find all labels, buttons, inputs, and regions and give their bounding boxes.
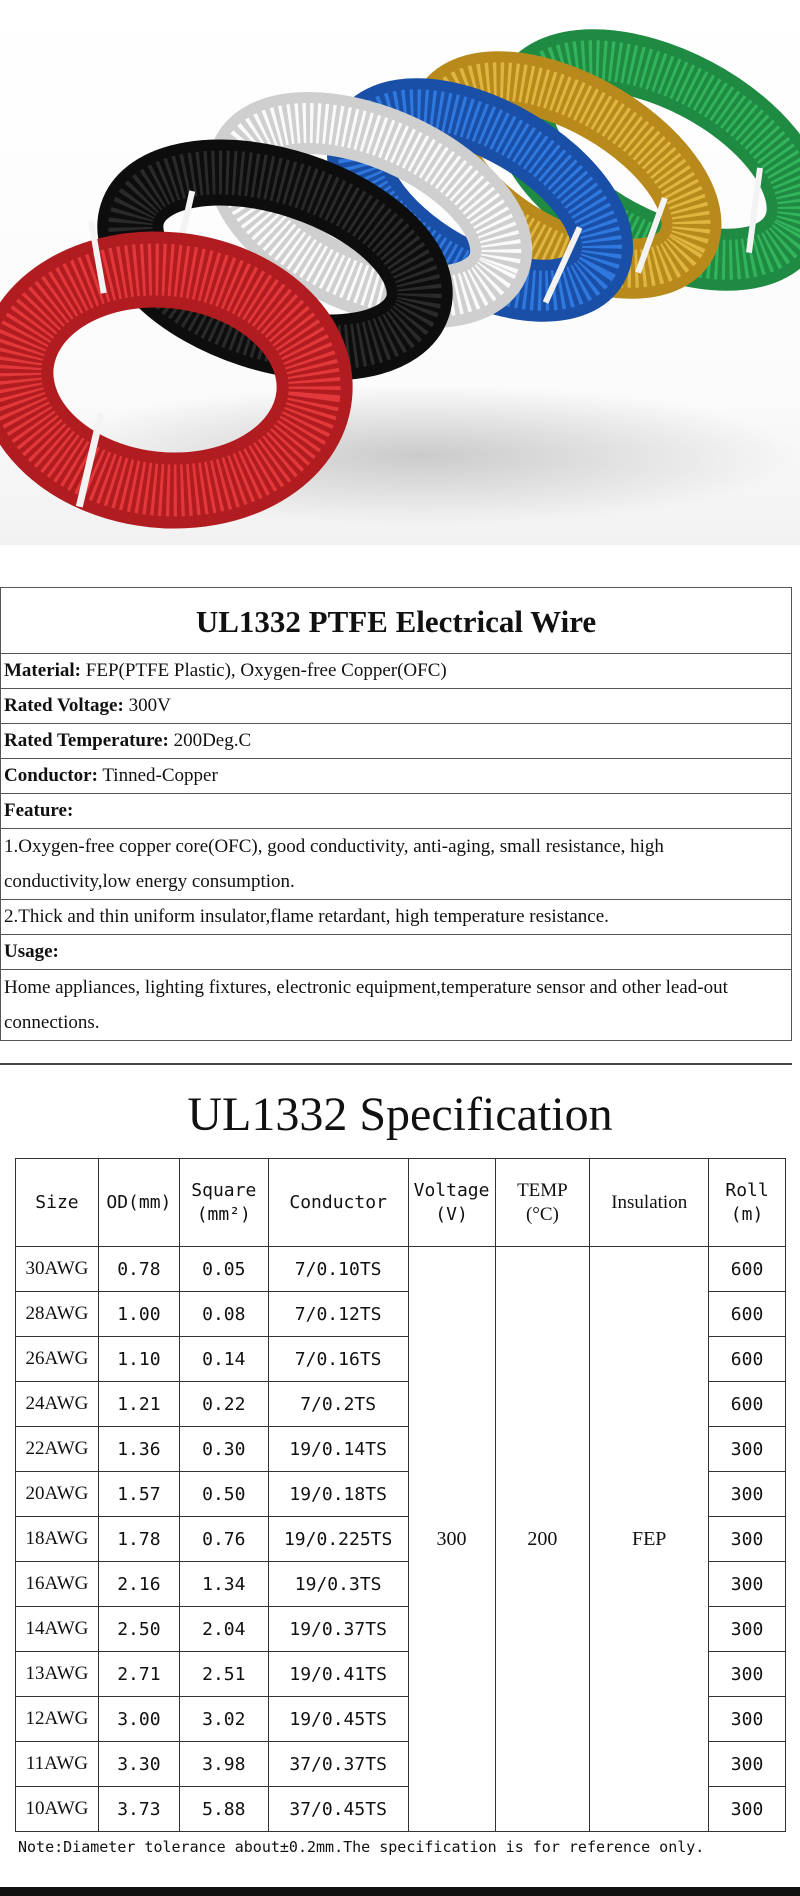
roll-cell: 300	[709, 1472, 786, 1517]
header-square-line2: (mm²)	[196, 1203, 251, 1225]
roll-cell: 300	[709, 1562, 786, 1607]
od-cell: 3.30	[98, 1742, 179, 1787]
size-cell: 18AWG	[16, 1517, 99, 1562]
conductor-cell: 19/0.45TS	[268, 1697, 408, 1742]
conductor-cell: 19/0.225TS	[268, 1517, 408, 1562]
spec-title: UL1332 Specification	[187, 1088, 613, 1141]
header-size: Size	[16, 1159, 99, 1247]
od-cell: 2.16	[98, 1562, 179, 1607]
roll-cell: 300	[709, 1742, 786, 1787]
conductor-cell: 7/0.12TS	[268, 1292, 408, 1337]
section-divider	[0, 1063, 792, 1065]
conductor-cell: 37/0.37TS	[268, 1742, 408, 1787]
square-cell: 0.05	[179, 1247, 268, 1292]
temp-cell: 200	[495, 1247, 590, 1832]
od-cell: 1.10	[98, 1337, 179, 1382]
square-cell: 0.22	[179, 1382, 268, 1427]
conductor-value: Tinned-Copper	[97, 764, 218, 786]
table-row	[16, 1247, 786, 1292]
roll-cell: 300	[709, 1787, 786, 1832]
header-roll-line1: Roll	[725, 1179, 769, 1201]
square-cell: 0.50	[179, 1472, 268, 1517]
header-temp-line1: TEMP	[517, 1179, 568, 1201]
rated-temperature-value: 200Deg.C	[168, 729, 252, 751]
size-cell: 28AWG	[16, 1292, 99, 1337]
roll-cell: 600	[709, 1292, 786, 1337]
header-square-line1: Square	[191, 1179, 257, 1201]
square-cell: 2.04	[179, 1607, 268, 1652]
feature-heading	[1, 794, 792, 829]
roll-cell: 600	[709, 1337, 786, 1382]
conductor-cell: 19/0.41TS	[268, 1652, 408, 1697]
square-cell: 0.08	[179, 1292, 268, 1337]
usage-heading	[1, 935, 792, 970]
conductor-cell: 37/0.45TS	[268, 1787, 408, 1832]
header-voltage-line1: Voltage	[413, 1179, 490, 1201]
conductor-cell: 7/0.2TS	[268, 1382, 408, 1427]
size-cell: 22AWG	[16, 1427, 99, 1472]
material-value: FEP(PTFE Plastic), Oxygen-free Copper(OFC)	[81, 659, 447, 681]
insulation-cell: FEP	[590, 1247, 709, 1832]
feature-2: 2.Thick and thin uniform insulator,flame retardant, high temperature resistance.	[1, 900, 792, 935]
feature-1: 1.Oxygen-free copper core(OFC), good conductivity, anti-aging, small resistance, high conductivity,low energy consumption.	[1, 829, 792, 900]
header-square	[179, 1159, 268, 1247]
header-voltage-line2: (V)	[435, 1203, 468, 1225]
od-cell: 2.50	[98, 1607, 179, 1652]
material-row	[1, 654, 792, 689]
size-cell: 20AWG	[16, 1472, 99, 1517]
square-cell: 2.51	[179, 1652, 268, 1697]
od-cell: 3.00	[98, 1697, 179, 1742]
header-temp-line2: (°C)	[525, 1203, 559, 1225]
voltage-cell: 300	[408, 1247, 495, 1832]
conductor-cell: 19/0.37TS	[268, 1607, 408, 1652]
roll-cell: 600	[709, 1382, 786, 1427]
size-cell: 16AWG	[16, 1562, 99, 1607]
roll-cell: 300	[709, 1427, 786, 1472]
od-cell: 3.73	[98, 1787, 179, 1832]
conductor-cell: 19/0.3TS	[268, 1562, 408, 1607]
od-cell: 1.57	[98, 1472, 179, 1517]
od-cell: 1.21	[98, 1382, 179, 1427]
usage-text: Home appliances, lighting fixtures, electronic equipment,temperature sensor and other lead-out connections.	[1, 970, 792, 1041]
size-cell: 14AWG	[16, 1607, 99, 1652]
header-temp	[495, 1159, 590, 1247]
od-cell: 2.71	[98, 1652, 179, 1697]
header-insulation: Insulation	[590, 1159, 709, 1247]
product-info-table	[0, 587, 792, 1041]
conductor-cell: 19/0.18TS	[268, 1472, 408, 1517]
usage-label: Usage:	[4, 940, 59, 962]
size-cell: 24AWG	[16, 1382, 99, 1427]
product-photo	[0, 0, 800, 545]
size-cell: 11AWG	[16, 1742, 99, 1787]
rated-temperature-row	[1, 724, 792, 759]
material-label: Material:	[4, 659, 82, 681]
spec-body	[16, 1247, 786, 1832]
rated-temperature-label: Rated Temperature:	[4, 729, 169, 751]
rated-voltage-row	[1, 689, 792, 724]
spec-header-row	[16, 1159, 786, 1247]
size-cell: 26AWG	[16, 1337, 99, 1382]
roll-cell: 300	[709, 1652, 786, 1697]
size-cell: 12AWG	[16, 1697, 99, 1742]
square-cell: 5.88	[179, 1787, 268, 1832]
square-cell: 0.14	[179, 1337, 268, 1382]
square-cell: 1.34	[179, 1562, 268, 1607]
header-roll-line2: (m)	[730, 1203, 764, 1225]
od-cell: 1.78	[98, 1517, 179, 1562]
square-cell: 0.76	[179, 1517, 268, 1562]
od-cell: 1.36	[98, 1427, 179, 1472]
roll-cell: 300	[709, 1607, 786, 1652]
header-od: OD(mm)	[98, 1159, 179, 1247]
rated-voltage-value: 300V	[123, 694, 171, 716]
rated-voltage-label: Rated Voltage:	[4, 694, 124, 716]
conductor-label: Conductor:	[4, 764, 98, 786]
conductor-cell: 19/0.14TS	[268, 1427, 408, 1472]
size-cell: 13AWG	[16, 1652, 99, 1697]
square-cell: 3.98	[179, 1742, 268, 1787]
wire-coils-illustration	[0, 0, 800, 545]
spec-note: Note:Diameter tolerance about±0.2mm.The specification is for reference only.	[18, 1838, 705, 1856]
square-cell: 3.02	[179, 1697, 268, 1742]
square-cell: 0.30	[179, 1427, 268, 1472]
roll-cell: 300	[709, 1697, 786, 1742]
conductor-cell: 7/0.16TS	[268, 1337, 408, 1382]
feature-label: Feature:	[4, 799, 74, 821]
size-cell: 10AWG	[16, 1787, 99, 1832]
conductor-row	[1, 759, 792, 794]
header-roll	[709, 1159, 786, 1247]
bottom-bar	[0, 1887, 800, 1896]
roll-cell: 300	[709, 1517, 786, 1562]
header-voltage	[408, 1159, 495, 1247]
od-cell: 1.00	[98, 1292, 179, 1337]
od-cell: 0.78	[98, 1247, 179, 1292]
conductor-cell: 7/0.10TS	[268, 1247, 408, 1292]
size-cell: 30AWG	[16, 1247, 99, 1292]
header-conductor: Conductor	[268, 1159, 408, 1247]
spec-table	[15, 1158, 786, 1832]
product-title: UL1332 PTFE Electrical Wire	[1, 588, 792, 654]
roll-cell: 600	[709, 1247, 786, 1292]
